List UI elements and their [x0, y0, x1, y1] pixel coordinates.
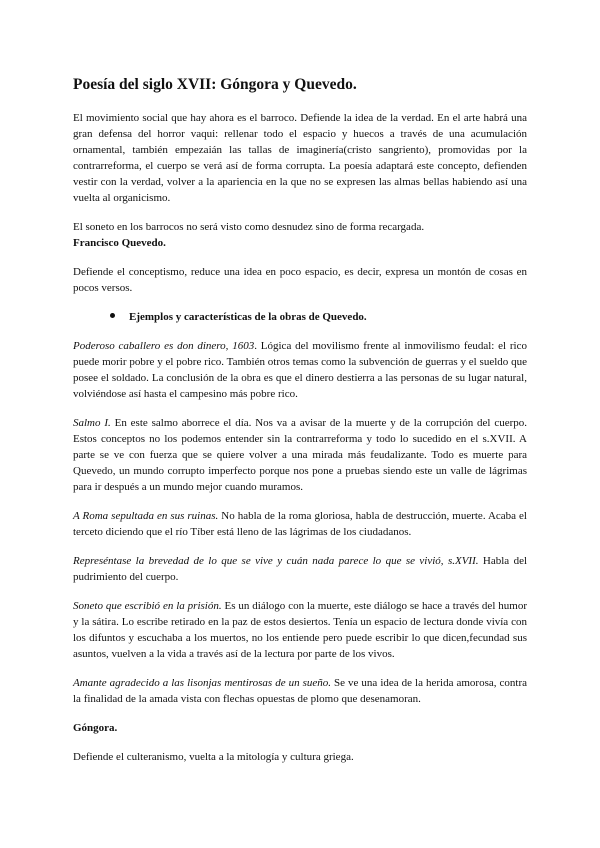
work-text: Se ve una idea de la herida amorosa, contra la finalidad de la amada vista con flechas opuestas de plomo que desenamoran.	[73, 677, 527, 705]
work-title: A Roma sepultada en sus ruinas.	[73, 510, 219, 522]
work-text: En este salmo aborrece el día. Nos va a avisar de la muerte y de la corrupción del cuerpo. Estos conceptos no los podemos entender sin la contrarreforma y todo lo sucedido en el s.XVII. A parte se ve con fuerza que se quiere volver a una mirada más feudalizante. Todo es muerte para Quevedo, un mundo corrupto imperfecto porque nos pone a pruebas siendo este un valle de lágrimas para ir después a un mundo mejor cuando muramos.	[73, 417, 527, 493]
work-text: No habla de la roma gloriosa, habla de destrucción, muerte. Acaba el terceto diciendo que el río Tíber está lleno de las lágrimas de los ciudadanos.	[73, 510, 527, 538]
work-paragraph-5	[73, 598, 527, 662]
bullet-label: Ejemplos y características de la obras de Quevedo.	[129, 311, 367, 323]
work-title: Soneto que escribió en la prisión.	[73, 600, 222, 612]
quevedo-paragraph: Defiende el conceptismo, reduce una idea en poco espacio, es decir, expresa un montón de cosas en pocos versos.	[73, 266, 527, 294]
work-paragraph-6	[73, 675, 527, 707]
section-heading-gongora: Góngora.	[73, 722, 118, 734]
work-text: . Lógica del movilismo frente al inmovilismo feudal: el rico puede morir pobre y el pobre rico. También otros temas como la subvención de guerras y el sueldo que posee el soldado. La conclusión de la obra es que el dinero destierra a las personas de su lugar natural, volviéndose así hasta el campesino más pobre rico.	[73, 340, 527, 400]
document-body	[73, 76, 527, 765]
bullet-icon	[110, 313, 115, 318]
bullet-item	[73, 309, 527, 325]
work-title: Poderoso caballero es don dinero, 1603	[73, 340, 255, 352]
work-text: Habla del pudrimiento del cuerpo.	[73, 555, 528, 583]
gongora-paragraph: Defiende el culteranismo, vuelta a la mitología y cultura griega.	[73, 751, 354, 763]
intro-paragraph: El movimiento social que hay ahora es el barroco. Defiende la idea de la verdad. En el arte habrá una gran defensa del horror vaqui: rellenar todo el espacio y huecos a través de una acumulación ornamental, también empezaián las tallas de imaginería(cristo sangriento), promovidas por la contrarreforma, el cuerpo se verá así de forma corrupta. La poesía adaptará este concepto, defienden vestir con la verdad, volver a la apariencia en la que no se expresen las almas bellas habiendo así una vuelta al organicismo.	[73, 112, 527, 204]
work-text: Es un diálogo con la muerte, este diálogo se hace a través del humor y la sátira. Lo escribe retirado en la paz de estos desiertos. Tenía un espacio de lectura donde vivía con los difuntos y escuchaba a los muertos, no los entiende pero puede escribir lo que dicen,fecundad sus asuntos, vuelven a la vida a través así de la lectura por parte de los vivos.	[73, 600, 527, 660]
document-title: Poesía del siglo XVII: Góngora y Quevedo.	[73, 76, 357, 93]
work-paragraph-4	[73, 553, 527, 585]
work-title: Represéntase la brevedad de lo que se vive y cuán nada parece lo que se vivió, s.XVII.	[73, 555, 479, 567]
work-title: Salmo I.	[73, 417, 111, 429]
work-paragraph-1	[73, 338, 527, 402]
work-paragraph-2	[73, 415, 527, 495]
work-title: Amante agradecido a las lisonjas mentirosas de un sueño.	[73, 677, 332, 689]
section-heading-quevedo: Francisco Quevedo.	[73, 237, 166, 249]
soneto-paragraph: El soneto en los barrocos no será visto como desnudez sino de forma recargada.	[73, 221, 425, 233]
work-paragraph-3	[73, 508, 527, 540]
